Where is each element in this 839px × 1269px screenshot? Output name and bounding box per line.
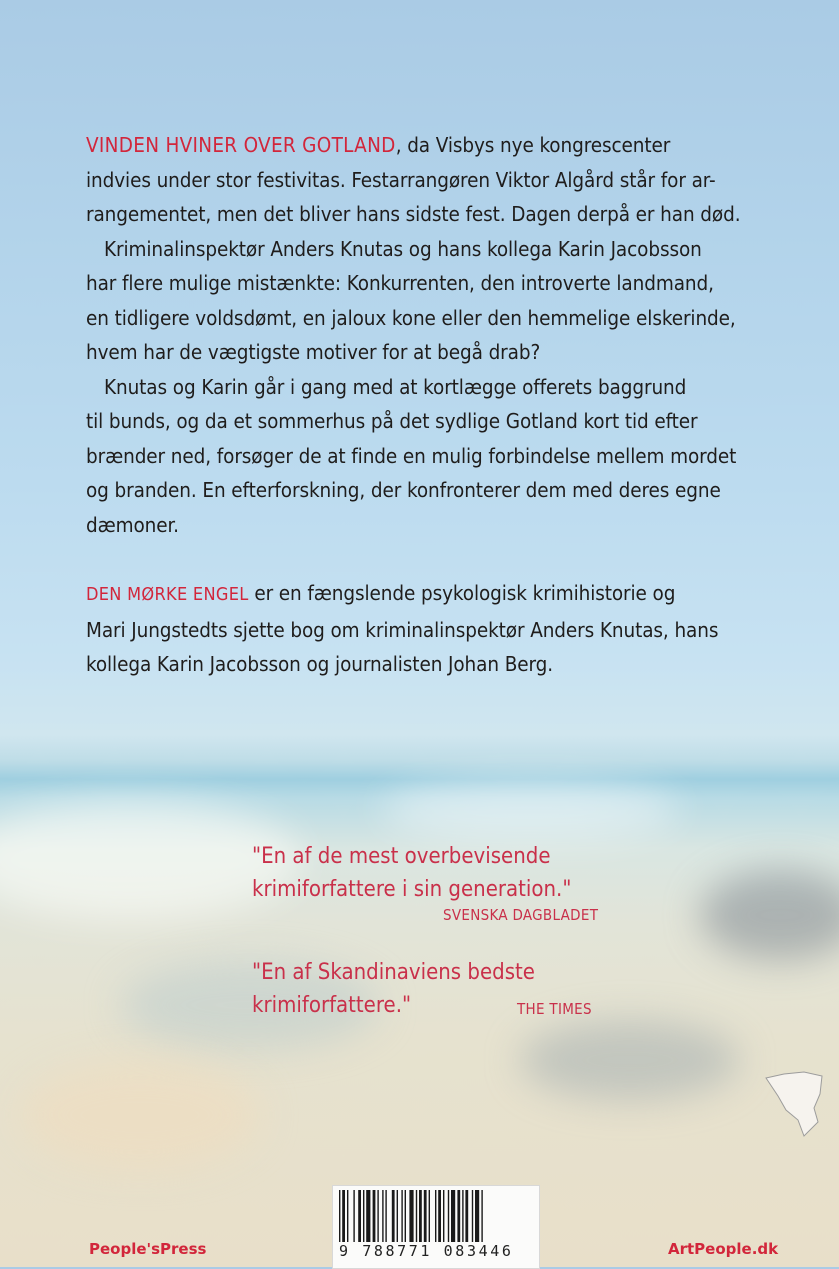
blurb-text: Kriminalinspektør Anders Knutas og hans kollega Karin Jacobsson	[104, 236, 702, 261]
barcode-bar	[366, 1190, 370, 1242]
barcode-bar	[472, 1190, 473, 1242]
barcode-bar	[405, 1190, 406, 1242]
barcode-bar	[342, 1190, 345, 1242]
background-haze	[520, 1020, 740, 1100]
barcode-bar	[451, 1190, 455, 1242]
blurb-paragraph-4	[86, 576, 786, 682]
background-haze	[20, 1060, 260, 1170]
barcode-bar	[382, 1190, 383, 1242]
barcode-bar	[438, 1190, 441, 1242]
barcode-bar	[457, 1190, 460, 1242]
barcode-bar	[475, 1190, 479, 1242]
barcode-bar	[339, 1190, 340, 1242]
review-quotes	[252, 840, 672, 1018]
review-source-2: THE TIMES	[517, 1000, 592, 1018]
torn-corner-mark	[764, 1070, 826, 1140]
review-quote-1	[252, 840, 672, 906]
blurb-paragraph-2	[86, 232, 786, 370]
blurb-text: og branden. En efterforskning, der konfronterer dem med deres egne	[86, 478, 721, 502]
barcode-bar	[465, 1190, 468, 1242]
blurb-text: dæmoner.	[86, 512, 179, 537]
barcode-bar	[377, 1190, 378, 1242]
barcode-bar	[443, 1190, 444, 1242]
review-quote-2	[252, 956, 535, 1022]
blurb-text: brænder ned, forsøger de at finde en mulig forbindelse mellem mordet	[86, 443, 737, 468]
blurb-lead-title: VINDEN HVINER OVER GOTLAND	[86, 133, 396, 157]
barcode-bar	[401, 1190, 402, 1242]
barcode-bar	[358, 1190, 361, 1242]
blurb-text: , da Visbys nye kongrescenter	[395, 133, 671, 157]
blurb-text: er en fængslende psykologisk krimihistorie og	[248, 581, 676, 605]
barcode-bar	[462, 1190, 463, 1242]
quote-line: "En af Skandinaviens bedste	[252, 960, 535, 985]
blurb-text: rangementet, men det bliver hans sidste fest. Dagen derpå er han død.	[86, 202, 741, 226]
quote-line: krimiforfattere."	[252, 993, 412, 1018]
barcode-bar	[416, 1190, 417, 1242]
publisher-logo-left: People'sPress	[89, 1240, 207, 1258]
blurb-text: Knutas og Karin går i gang med at kortlægge offerets baggrund	[104, 374, 687, 399]
blurb-paragraph-3	[86, 370, 786, 543]
barcode-bar	[385, 1190, 386, 1242]
review-source-1: SVENSKA DAGBLADET	[443, 906, 599, 924]
blurb-text: Mari Jungstedts sjette bog om kriminalinspektør Anders Knutas, hans	[86, 617, 719, 642]
barcode-bar	[363, 1190, 364, 1242]
blurb-text: til bunds, og da et sommerhus på det sydlige Gotland kort tid efter	[86, 409, 698, 433]
barcode-bars	[339, 1190, 533, 1242]
quote-line: krimiforfattere i sin generation."	[252, 877, 572, 902]
background-haze	[700, 870, 839, 960]
blurb-paragraph-1	[86, 128, 786, 232]
barcode-bar	[392, 1190, 395, 1242]
blurb-text: kollega Karin Jacobsson og journalisten Johan Berg.	[86, 652, 553, 676]
blurb-text: hvem har de vægtigste motiver for at begå drab?	[86, 340, 541, 364]
publisher-logo-right: ArtPeople.dk	[668, 1240, 779, 1258]
isbn-barcode	[332, 1185, 540, 1269]
quote-line: "En af de mest overbevisende	[252, 844, 551, 869]
blurb	[86, 128, 786, 682]
barcode-bar	[481, 1190, 482, 1242]
barcode-bar	[347, 1190, 348, 1242]
barcode-bar	[448, 1190, 449, 1242]
barcode-bar	[419, 1190, 422, 1242]
book-title-mention: DEN MØRKE ENGEL	[86, 584, 249, 605]
barcode-bar	[397, 1190, 398, 1242]
isbn-digits: 9 788771 083446	[339, 1242, 514, 1260]
barcode-bar	[373, 1190, 376, 1242]
blurb-text: en tidligere voldsdømt, en jaloux kone eller den hemmelige elskerinde,	[86, 305, 736, 330]
blurb-text: har flere mulige mistænkte: Konkurrenten, den introverte landmand,	[86, 271, 714, 295]
barcode-bar	[435, 1190, 436, 1242]
background-haze	[380, 780, 680, 840]
barcode-bar	[353, 1190, 354, 1242]
blurb-text: indvies under stor festivitas. Festarrangøren Viktor Algård står for ar-	[86, 167, 716, 192]
barcode-bar	[429, 1190, 430, 1242]
barcode-bar	[409, 1190, 413, 1242]
barcode-bar	[424, 1190, 427, 1242]
